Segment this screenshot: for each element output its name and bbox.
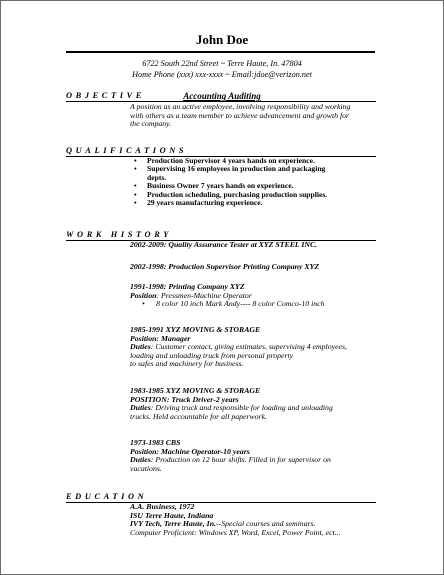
job-duties: Duties: Customer contact, giving estimates, supervising 4 employees, <box>130 342 347 352</box>
job-duties-line: to safes and machinery for business. <box>130 359 244 369</box>
qualification-item: • Business Owner 7 years hands on experience. <box>134 181 294 191</box>
job-equipment: • 8 color 10 inch Mark Andy---- 8 color Comco-10 inch <box>142 299 325 309</box>
qualifications-heading: QUALIFICATIONS <box>66 146 188 155</box>
bullet-icon: • <box>134 164 137 174</box>
bullet-icon: • <box>134 156 137 165</box>
objective-line: A position as an active employee, involving responsibility and working <box>130 102 351 111</box>
job-entry <box>130 439 380 473</box>
qualification-item: • Production Supervisor 4 years hands on experience. <box>134 156 315 165</box>
objective-line: the company. <box>130 119 172 129</box>
job-entry <box>130 326 380 369</box>
job-duties-line: loading and unloading truck from personal property <box>130 350 294 360</box>
job-entry <box>130 283 380 309</box>
job-title: 2002-2009: Quality Assurance Tester at XYZ STEEL INC. <box>130 240 318 249</box>
qualification-item: • 29 years manufacturing experience. <box>134 198 263 208</box>
job-position: Position: Manager <box>130 333 191 343</box>
job-position: Position: Machine Operator-10 years <box>130 446 250 456</box>
bullet-icon: • <box>134 181 137 191</box>
qualification-item: depts. <box>147 172 167 182</box>
applicant-name: John Doe <box>195 32 249 47</box>
work-history-heading: WORK HISTORY <box>66 230 172 239</box>
education-line: A.A. Business, 1972 <box>130 502 195 511</box>
education-line: ISU Terre Haute, Indiana <box>130 510 214 520</box>
education-text <box>130 503 380 537</box>
job-position: Position: Pressmen-Machine Operator <box>130 290 252 300</box>
objective-line: with others as a team member to achieve advancement and growth for <box>130 110 350 120</box>
education-heading: EDUCATION <box>66 492 148 501</box>
objective-heading: OBJECTIVE <box>66 91 145 100</box>
bullet-icon: • <box>134 189 137 199</box>
education-line: IVY Tech, Terre Haute, In.--Special courses and seminars. <box>130 519 316 529</box>
job-title: 1973-1983 CBS <box>130 438 181 447</box>
job-duties-line: vacations. <box>130 463 162 473</box>
job-duties: Duties: Production on 12 hour shifts. Filled in for supervisor on <box>130 455 331 465</box>
job-duties-line: trucks. Held accountable for all paperwork. <box>130 411 268 421</box>
job-title: 1991-1998: Printing Company XYZ <box>130 282 245 291</box>
contact-line: Home Phone (xxx) xxx-xxxx ~ Email:jdoe@verizon.net <box>132 70 312 79</box>
job-position: POSITION: Truck Driver-2 years <box>130 394 239 404</box>
job-title: 2002-1998: Production Supervisor Printing Company XYZ <box>130 262 320 271</box>
address-line: 6722 South 22nd Street ~ Terre Haute, In. 47804 <box>142 59 302 68</box>
qualification-item: • Supervising 16 employees in production and packaging <box>134 164 326 174</box>
qualifications-list <box>130 157 380 207</box>
job-duties: Duties: Driving truck and responsible for loading and unloading <box>130 403 333 413</box>
qualification-item: • Production scheduling, purchasing production supplies. <box>134 189 328 199</box>
objective-text <box>130 103 380 129</box>
bullet-icon: • <box>142 299 145 309</box>
header-divider <box>66 51 375 53</box>
bullet-icon: • <box>134 198 137 208</box>
job-title: 1983-1985 XYZ MOVING & STORAGE <box>130 386 261 395</box>
objective-title: Accounting Auditing <box>183 91 261 101</box>
job-title: 1985-1991 XYZ MOVING & STORAGE <box>130 325 261 334</box>
computer-skills: Computer Proficient: Windows XP, Word, Excel, Power Point, ect... <box>130 527 341 537</box>
job-entry <box>130 387 380 421</box>
